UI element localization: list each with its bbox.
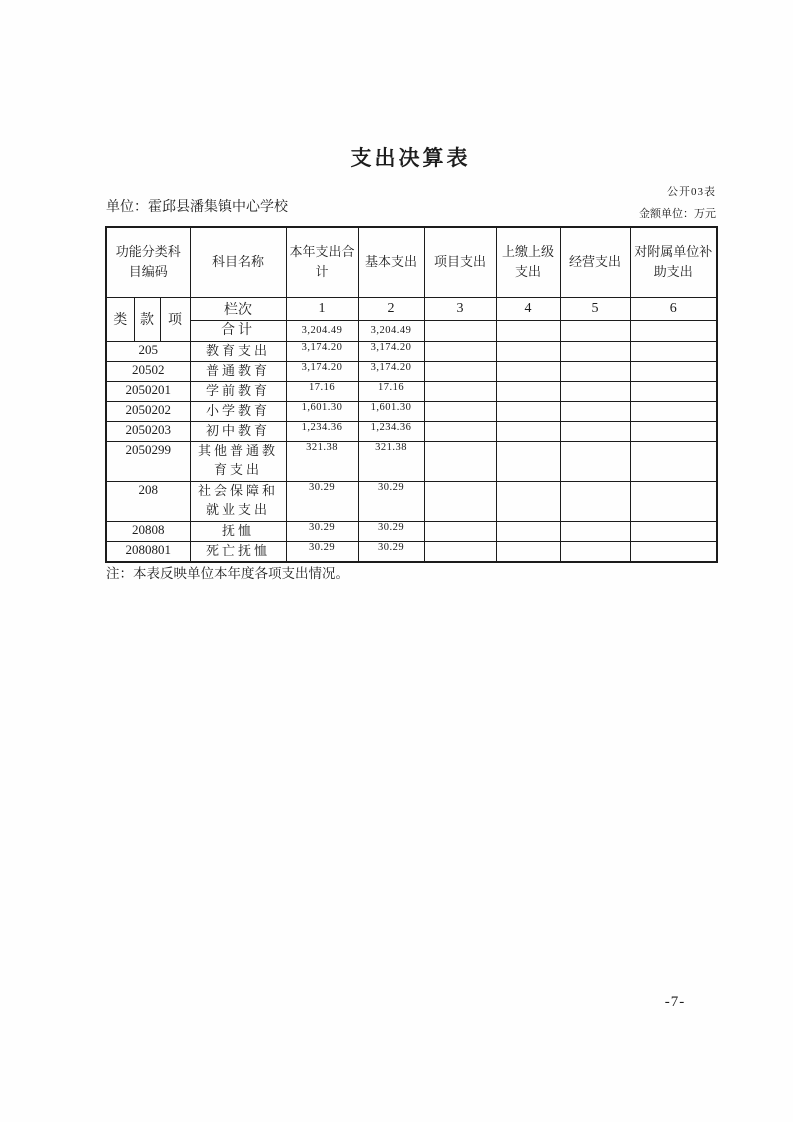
table-row bbox=[106, 381, 717, 401]
header-subject-name: 科目名称 bbox=[190, 227, 286, 297]
name-cell: 普通教育 bbox=[190, 361, 286, 381]
value-cell bbox=[630, 481, 717, 521]
value-cell bbox=[560, 421, 630, 441]
value-cell: 321.38 bbox=[286, 441, 358, 481]
code-cell: 20502 bbox=[106, 361, 190, 381]
lanci-number: 2 bbox=[358, 297, 424, 320]
value-cell bbox=[630, 521, 717, 541]
value-cell: 30.29 bbox=[358, 481, 424, 521]
value-cell bbox=[630, 341, 717, 361]
value-cell: 3,174.20 bbox=[358, 361, 424, 381]
value-cell: 1,234.36 bbox=[358, 421, 424, 441]
value-cell bbox=[630, 421, 717, 441]
value-cell bbox=[560, 361, 630, 381]
header-column: 对附属单位补助支出 bbox=[630, 227, 717, 297]
value-cell bbox=[424, 401, 496, 421]
value-cell: 30.29 bbox=[286, 541, 358, 561]
value-cell bbox=[560, 320, 630, 341]
name-cell: 教育支出 bbox=[190, 341, 286, 361]
value-cell bbox=[560, 521, 630, 541]
expenditure-table bbox=[105, 226, 718, 563]
value-cell: 321.38 bbox=[358, 441, 424, 481]
value-cell bbox=[560, 401, 630, 421]
value-cell bbox=[496, 341, 560, 361]
value-cell bbox=[496, 541, 560, 561]
value-cell: 30.29 bbox=[358, 541, 424, 561]
value-cell: 30.29 bbox=[358, 521, 424, 541]
value-cell bbox=[630, 320, 717, 341]
value-cell: 3,204.49 bbox=[286, 320, 358, 341]
header-column: 本年支出合计 bbox=[286, 227, 358, 297]
table-row bbox=[106, 481, 717, 521]
code-cell: 2050299 bbox=[106, 441, 190, 481]
value-cell: 17.16 bbox=[358, 381, 424, 401]
code-cell: 205 bbox=[106, 341, 190, 361]
unit-name-label: 单位：霍邱县潘集镇中心学校 bbox=[106, 200, 288, 215]
value-cell: 1,234.36 bbox=[286, 421, 358, 441]
value-cell bbox=[496, 401, 560, 421]
value-cell: 1,601.30 bbox=[358, 401, 424, 421]
value-cell bbox=[630, 441, 717, 481]
value-cell bbox=[424, 320, 496, 341]
value-cell bbox=[424, 481, 496, 521]
table-number-label: 公开03表 bbox=[667, 186, 716, 198]
name-cell: 学前教育 bbox=[190, 381, 286, 401]
value-cell bbox=[630, 381, 717, 401]
value-cell bbox=[560, 381, 630, 401]
lanci-number: 5 bbox=[560, 297, 630, 320]
lanci-number: 6 bbox=[630, 297, 717, 320]
header-column: 基本支出 bbox=[358, 227, 424, 297]
name-cell: 抚恤 bbox=[190, 521, 286, 541]
header-column: 项目支出 bbox=[424, 227, 496, 297]
table-header-row bbox=[106, 227, 717, 297]
value-cell: 3,204.49 bbox=[358, 320, 424, 341]
value-cell bbox=[560, 481, 630, 521]
code-cell: 208 bbox=[106, 481, 190, 521]
page-number: -7- bbox=[664, 994, 686, 1010]
lanci-number: 4 bbox=[496, 297, 560, 320]
header-code-group: 功能分类科目编码 bbox=[106, 227, 190, 297]
total-label: 合计 bbox=[190, 320, 286, 341]
value-cell bbox=[630, 361, 717, 381]
value-cell: 3,174.20 bbox=[286, 361, 358, 381]
code-cell: 2050201 bbox=[106, 381, 190, 401]
value-cell bbox=[424, 361, 496, 381]
value-cell: 17.16 bbox=[286, 381, 358, 401]
value-cell bbox=[560, 341, 630, 361]
value-cell: 1,601.30 bbox=[286, 401, 358, 421]
header-code-sub: 类 bbox=[106, 297, 134, 341]
header-code-sub: 款 bbox=[134, 297, 160, 341]
table-row bbox=[106, 401, 717, 421]
lanci-label: 栏次 bbox=[190, 297, 286, 320]
value-cell bbox=[560, 541, 630, 561]
table-row bbox=[106, 361, 717, 381]
amount-unit-label: 金额单位：万元 bbox=[639, 208, 716, 220]
name-cell: 小学教育 bbox=[190, 401, 286, 421]
lanci-number: 1 bbox=[286, 297, 358, 320]
lanci-number: 3 bbox=[424, 297, 496, 320]
value-cell bbox=[496, 481, 560, 521]
table-row bbox=[106, 441, 717, 481]
code-cell: 2080801 bbox=[106, 541, 190, 561]
value-cell bbox=[424, 341, 496, 361]
header-code-sub: 项 bbox=[160, 297, 190, 341]
value-cell: 3,174.20 bbox=[358, 341, 424, 361]
total-row bbox=[106, 320, 717, 341]
header-column: 经营支出 bbox=[560, 227, 630, 297]
table-row bbox=[106, 541, 717, 561]
name-cell: 其他普通教育支出 bbox=[190, 441, 286, 481]
name-cell: 初中教育 bbox=[190, 421, 286, 441]
value-cell bbox=[424, 541, 496, 561]
value-cell bbox=[424, 381, 496, 401]
value-cell bbox=[496, 521, 560, 541]
table-row bbox=[106, 421, 717, 441]
value-cell bbox=[630, 401, 717, 421]
code-cell: 2050202 bbox=[106, 401, 190, 421]
value-cell bbox=[496, 320, 560, 341]
table-row bbox=[106, 341, 717, 361]
value-cell: 30.29 bbox=[286, 481, 358, 521]
value-cell bbox=[630, 541, 717, 561]
value-cell: 30.29 bbox=[286, 521, 358, 541]
table-row bbox=[106, 521, 717, 541]
value-cell bbox=[496, 421, 560, 441]
value-cell bbox=[424, 441, 496, 481]
value-cell bbox=[424, 421, 496, 441]
code-cell: 2050203 bbox=[106, 421, 190, 441]
name-cell: 死亡抚恤 bbox=[190, 541, 286, 561]
value-cell bbox=[424, 521, 496, 541]
page-title: 支出决算表 bbox=[350, 147, 471, 170]
column-index-row bbox=[106, 297, 717, 320]
value-cell bbox=[496, 441, 560, 481]
value-cell: 3,174.20 bbox=[286, 341, 358, 361]
name-cell: 社会保障和就业支出 bbox=[190, 481, 286, 521]
value-cell bbox=[496, 381, 560, 401]
value-cell bbox=[496, 361, 560, 381]
code-cell: 20808 bbox=[106, 521, 190, 541]
table-note: 注：本表反映单位本年度各项支出情况。 bbox=[106, 566, 349, 581]
header-column: 上缴上级支出 bbox=[496, 227, 560, 297]
value-cell bbox=[560, 441, 630, 481]
